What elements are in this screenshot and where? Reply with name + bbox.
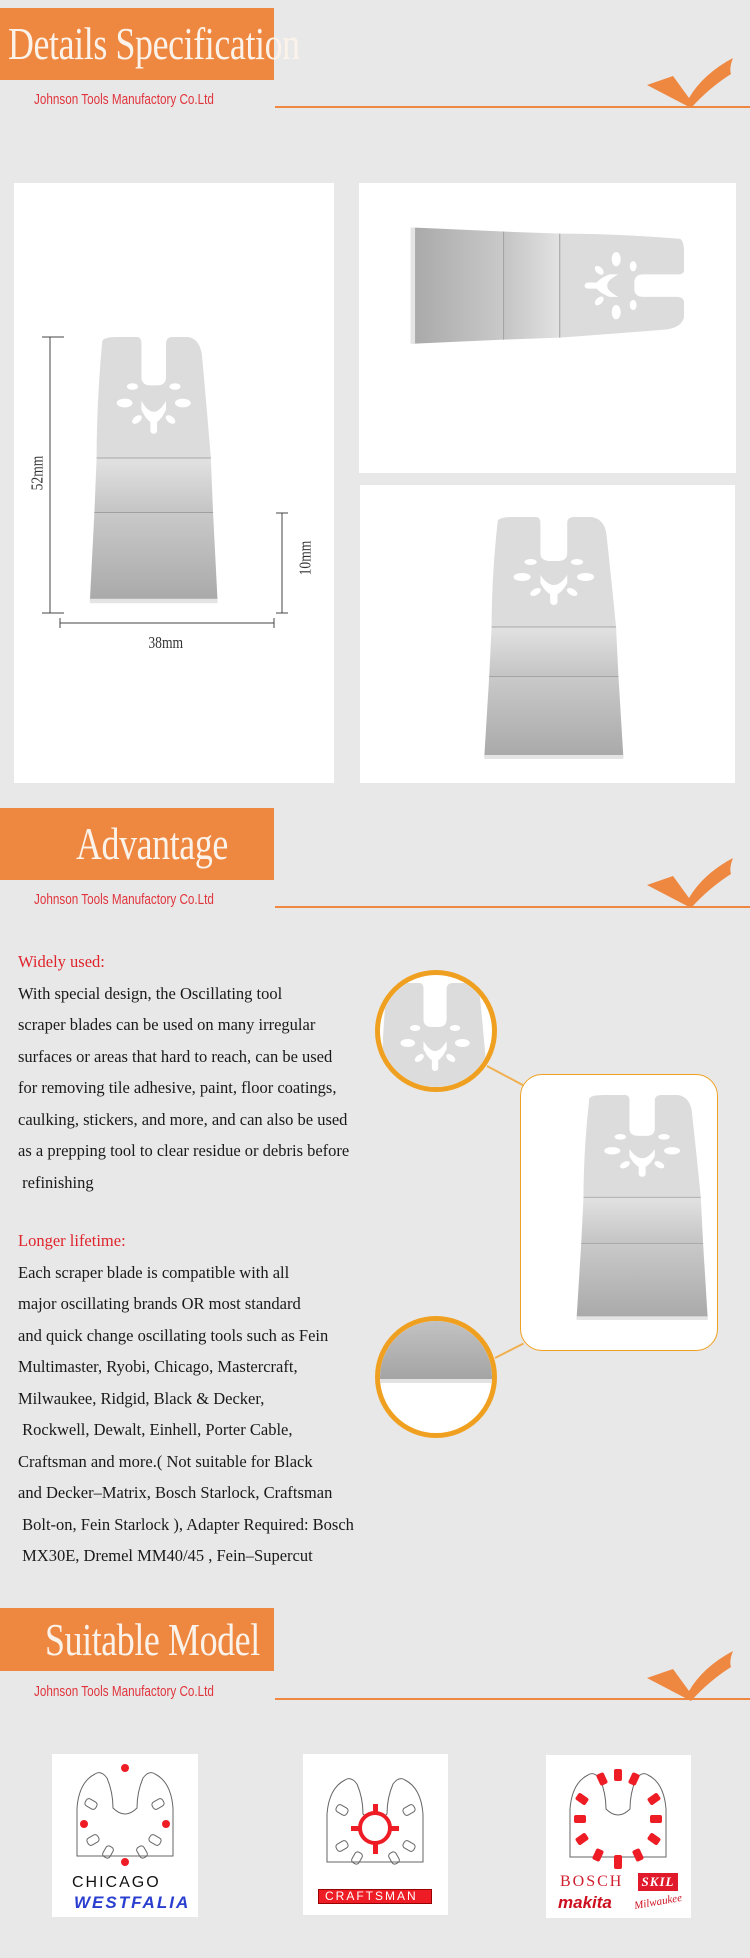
company-name: Johnson Tools Manufactory Co.Ltd [34,1683,214,1700]
widely-used-heading: Widely used: [18,952,105,971]
text-line: Each scraper blade is compatible with all [18,1262,290,1282]
text-line: and Decker–Matrix, Bosch Starlock, Craftsman [18,1483,333,1502]
brand-label-chicago: CHICAGO [72,1874,161,1891]
model-card-chicago [52,1754,198,1917]
zoom-circle-edge [375,1316,497,1438]
text-line: With special design, the Oscillating tool [18,983,283,1003]
section-banner-details [0,8,300,80]
text-line: Bolt-on, Fein Starlock ), Adapter Required: Bosch [18,1514,354,1534]
checkmark-icon [645,1645,735,1701]
brand-badge-skil: SKIL [638,1873,678,1891]
front-view-photo [360,485,735,783]
section-title: Suitable Model [45,1614,260,1665]
text-line: Rockwell, Dewalt, Einhell, Porter Cable, [18,1420,293,1439]
framed-blade-photo [520,1074,718,1351]
section-banner-advantage [0,808,274,880]
dimension-height-label: 52mm [27,455,47,491]
company-name: Johnson Tools Manufactory Co.Ltd [34,91,214,108]
checkmark-icon [645,52,735,108]
text-line: refinishing [18,1172,94,1192]
text-line: Milwaukee, Ridgid, Black & Decker, [18,1388,265,1408]
brand-label-craftsman: CRAFTSMAN [325,1889,418,1903]
checkmark-icon [645,852,735,908]
brand-label-bosch: BOSCH [560,1873,624,1890]
text-line: surfaces or areas that hard to reach, can be used [18,1046,333,1066]
section-banner-suitable-model [0,1608,274,1671]
dimension-photo [14,183,334,783]
text-line: scraper blades can be used on many irregular [18,1015,316,1034]
model-card-craftsman [303,1754,448,1915]
brand-label-westfalia: WESTFALIA [74,1893,191,1912]
text-line: Craftsman and more.( Not suitable for Black [18,1451,313,1471]
connector-line [495,1343,524,1359]
model-card-bosch [546,1755,691,1918]
longer-lifetime-block [18,1225,354,1572]
connector-line [487,1065,525,1086]
section-title: Advantage [76,818,228,869]
text-line: as a prepping tool to clear residue or debris before [18,1141,350,1160]
widely-used-block [18,946,349,1198]
dimension-width-label: 38mm [148,633,184,652]
section-title: Details Specification [8,18,300,69]
text-line: caulking, stickers, and more, and can also be used [18,1109,348,1129]
text-line: Multimaster, Ryobi, Chicago, Mastercraft, [18,1357,298,1376]
side-view-photo [359,183,736,473]
brand-label-makita: makita [558,1893,612,1912]
brand-label-milwaukee: Milwaukee [633,1891,683,1913]
zoom-circle-mount [375,970,497,1092]
text-line: for removing tile adhesive, paint, floor coatings, [18,1078,337,1097]
text-line: major oscillating brands OR most standard [18,1294,301,1313]
dimension-edge-label: 10mm [295,540,315,576]
company-name: Johnson Tools Manufactory Co.Ltd [34,891,214,908]
longer-lifetime-heading: Longer lifetime: [18,1231,126,1250]
text-line: MX30E, Dremel MM40/45 , Fein–Supercut [18,1546,313,1565]
text-line: and quick change oscillating tools such as Fein [18,1325,329,1345]
